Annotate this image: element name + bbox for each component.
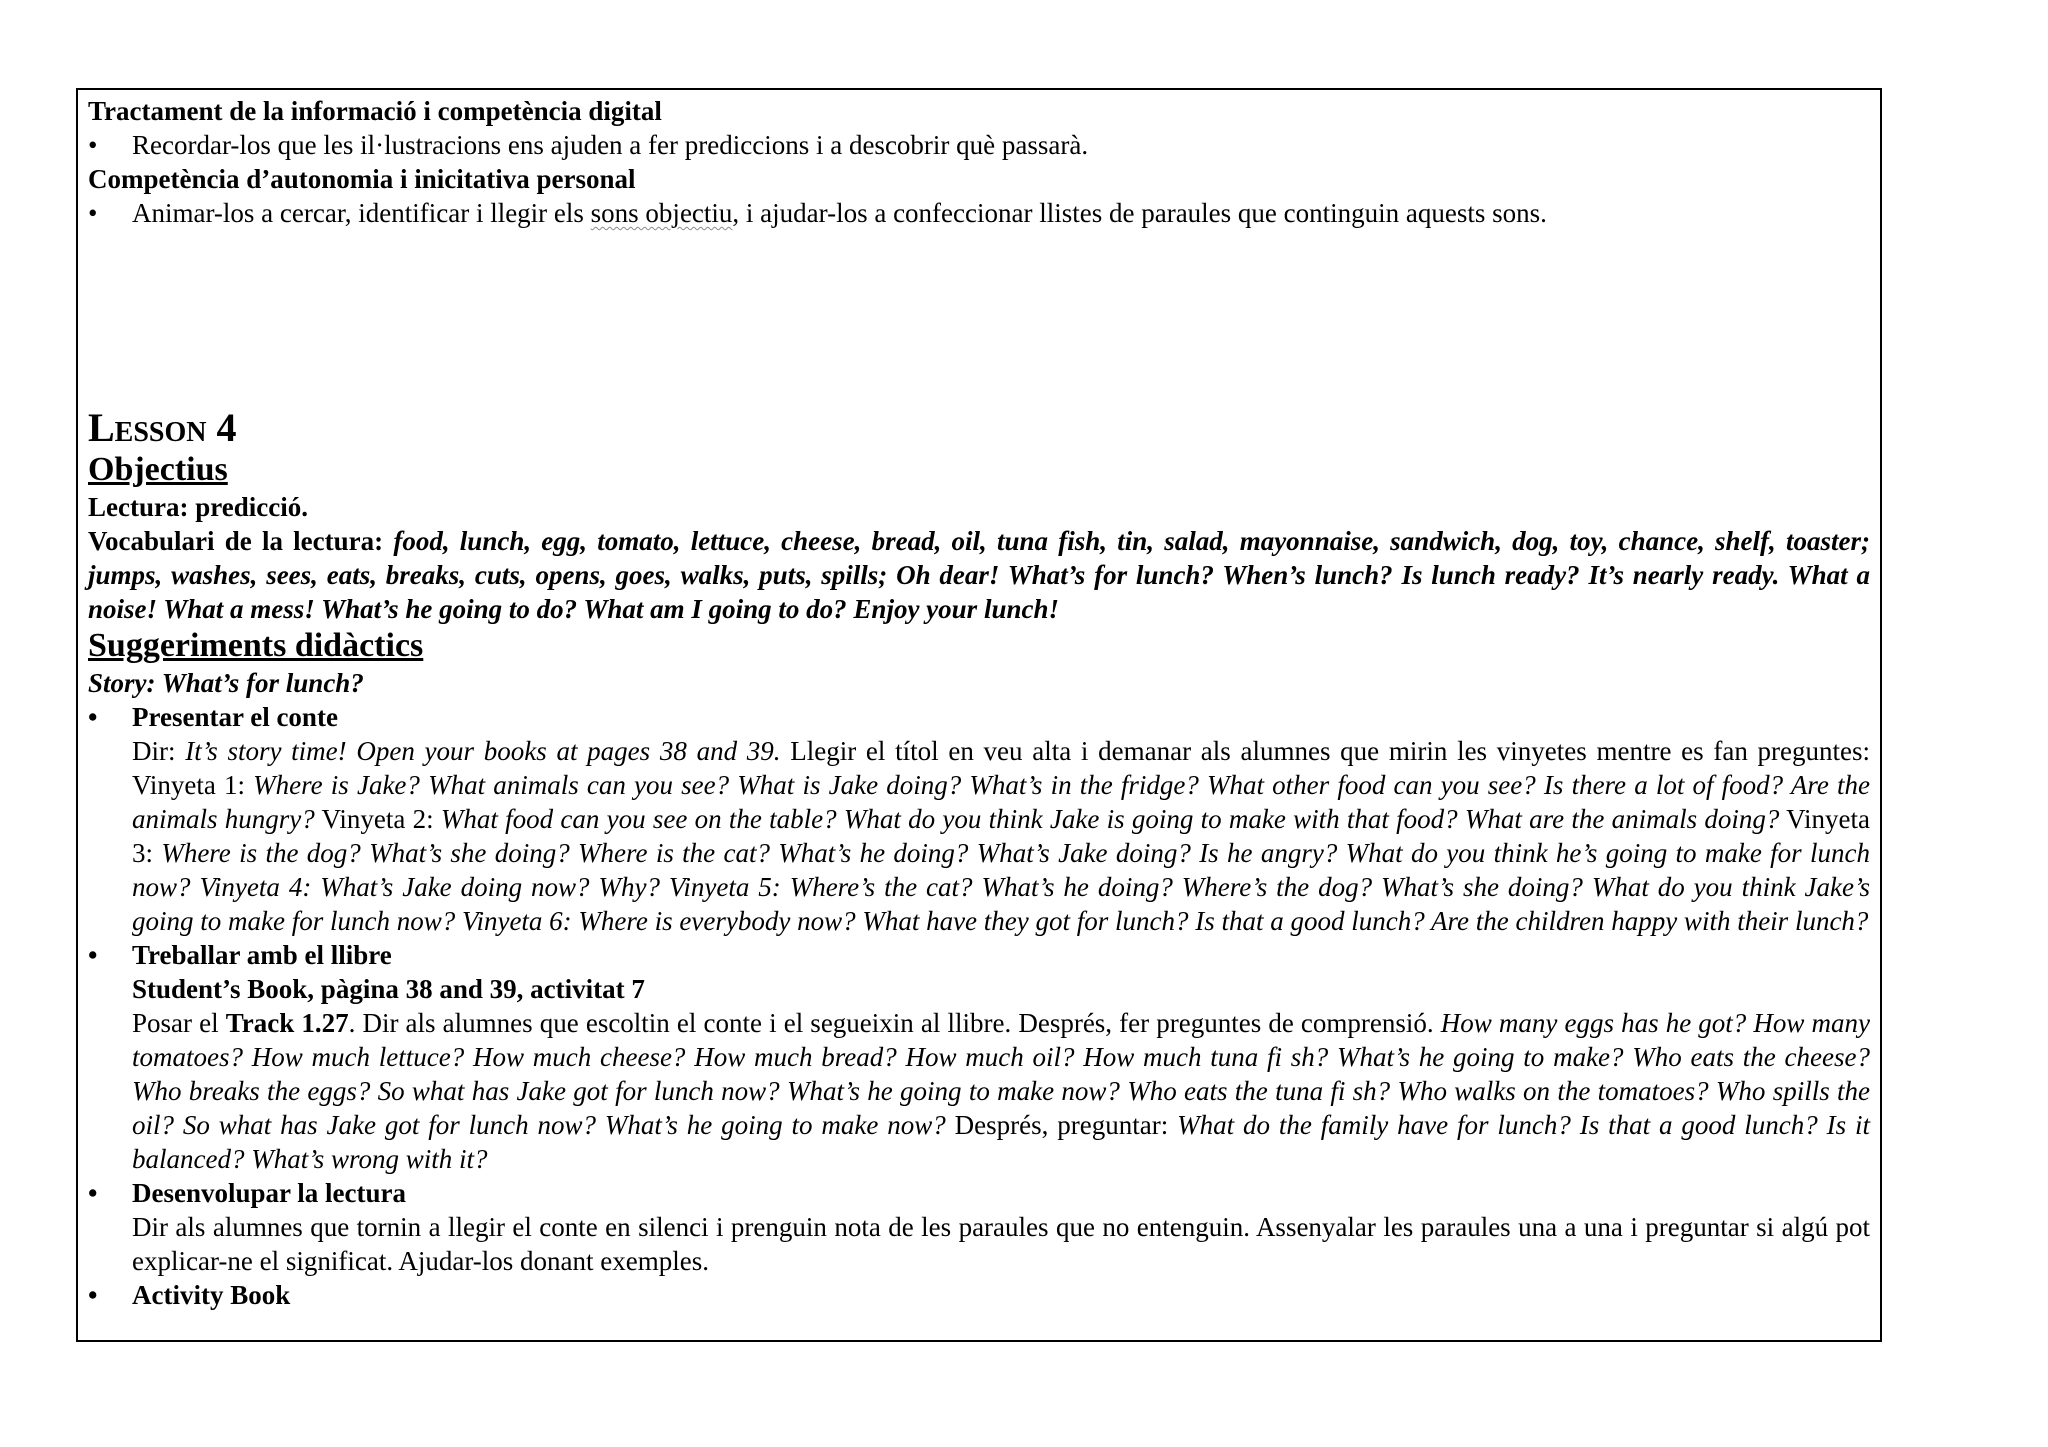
list-item-presentar	[88, 700, 1870, 734]
bullet-icon: •	[88, 940, 98, 970]
vocab-text: food, lunch, egg, tomato, lettuce, cheese, bread, oil, tuna fish, tin, salad, mayonnaise, sandwich, dog, toy, chance, shelf, toaster; jumps, washes, sees, eats, breaks, cuts, opens, goes, walks, puts, spills; Oh dear! What’s for lunch? When’s lunch? Is lunch ready? It’s nearly ready. What a noise! What a mess! What’s he going to do? What am I going to do? Enjoy your lunch!	[88, 526, 1870, 624]
document-page	[76, 88, 1882, 1342]
list-item-title: Activity Book	[132, 1280, 291, 1310]
text-run-italic: What do the family have for lunch? Is that a good lunch? Is it balanced? What’s wrong with it?	[132, 1110, 1870, 1174]
story-title: Story: What’s for lunch?	[88, 668, 364, 698]
list-item-treballar	[88, 938, 1870, 972]
suggeriments-heading: Suggeriments didàctics	[88, 627, 424, 664]
vocab-label: Vocabulari de la lectura:	[88, 526, 394, 556]
lesson-title: Lesson 4	[88, 405, 237, 450]
list-item	[88, 196, 1870, 230]
presentar-paragraph	[88, 734, 1870, 938]
objectius-heading: Objectius	[88, 451, 228, 488]
lectura-line: Lectura: predicció.	[88, 492, 308, 522]
vocabulari-paragraph	[88, 524, 1870, 626]
text-run: . Dir als alumnes que escoltin el conte i el segueixin al llibre. Després, fer preguntes de comprensió.	[348, 1008, 1441, 1038]
list-item	[88, 128, 1870, 162]
track-label: Track 1.27	[225, 1008, 349, 1038]
bullet-icon: •	[88, 1280, 98, 1310]
list-item-activity	[88, 1278, 1870, 1312]
blank-space	[88, 230, 1870, 406]
text-run: Després, preguntar:	[945, 1110, 1178, 1140]
text-run: Vinyeta 2:	[314, 804, 441, 834]
bullet-icon: •	[88, 130, 98, 160]
text-run: Vinyeta 3:	[132, 804, 1870, 868]
list-item-text-a: Animar-los a cercar, identificar i llegir els	[132, 198, 591, 228]
spellcheck-word: sons objectiu	[590, 198, 733, 228]
bullet-icon: •	[88, 198, 98, 228]
text-run-italic: How many eggs has he got? How many tomatoes? How much lettuce? How much cheese? How much bread? How much oil? How much tuna fi sh? What’s he going to make? Who eats the cheese? Who breaks the eggs? So what has Jake got for lunch now? What’s he going to make now? Who eats the tuna fi sh? Who walks on the tomatoes? Who spills the oil? So what has Jake got for lunch now? What’s he going to make now?	[132, 1008, 1871, 1140]
desenvolupar-paragraph: Dir als alumnes que tornin a llegir el conte en silenci i prenguin nota de les paraules que no entenguin. Assenyalar les paraules una a una i preguntar si algú pot explicar-ne el significat. Ajudar-los donant exemples.	[132, 1212, 1870, 1276]
bullet-icon: •	[88, 702, 98, 732]
list-item-text: Recordar-los que les il·lustracions ens ajuden a fer prediccions i a descobrir què passarà.	[132, 130, 1089, 160]
bullet-icon: •	[88, 1178, 98, 1208]
list-item-desenvolupar	[88, 1176, 1870, 1210]
treballar-paragraph	[88, 1006, 1870, 1176]
text-run-italic: What food can you see on the table? What do you think Jake is going to make with that food? What are the animals doing?	[440, 804, 1780, 834]
list-item-title: Presentar el conte	[132, 702, 338, 732]
list-item-text-b: , i ajudar-los a confeccionar llistes de paraules que continguin aquests sons.	[732, 198, 1547, 228]
heading-autonomia: Competència d’autonomia i inicitativa personal	[88, 164, 636, 194]
text-run: Posar el	[132, 1008, 226, 1038]
text-run-italic: Where is the dog? What’s she doing? Where is the cat? What’s he doing? What’s Jake doing? Is he angry? What do you think he’s going to make for lunch now? Vinyeta 4: What’s Jake doing now? Why? Vinyeta 5: Where’s the cat? What’s he doing? Where’s the dog? What’s she doing? What do you think Jake’s going to make for lunch now? Vinyeta 6: Where is everybody now? What have they got for lunch? Is that a good lunch? Are the children happy with their lunch?	[132, 838, 1870, 936]
heading-tractament: Tractament de la informació i competència digital	[88, 96, 662, 126]
text-run: Llegir el títol en veu alta i demanar als alumnes que mirin les vinyetes mentre es fan preguntes: Vinyeta 1:	[132, 736, 1870, 800]
treballar-subtitle: Student’s Book, pàgina 38 and 39, activitat 7	[132, 974, 645, 1004]
text-run-italic: Where is Jake? What animals can you see? What is Jake doing? What’s in the fridge? What other food can you see? Is there a lot of food? Are the animals hungry?	[132, 770, 1870, 834]
text-run-italic: It’s story time! Open your books at pages 38 and 39.	[185, 736, 781, 766]
list-item-title: Treballar amb el llibre	[132, 940, 392, 970]
text-run: Dir:	[132, 736, 186, 766]
list-item-title: Desenvolupar la lectura	[132, 1178, 406, 1208]
